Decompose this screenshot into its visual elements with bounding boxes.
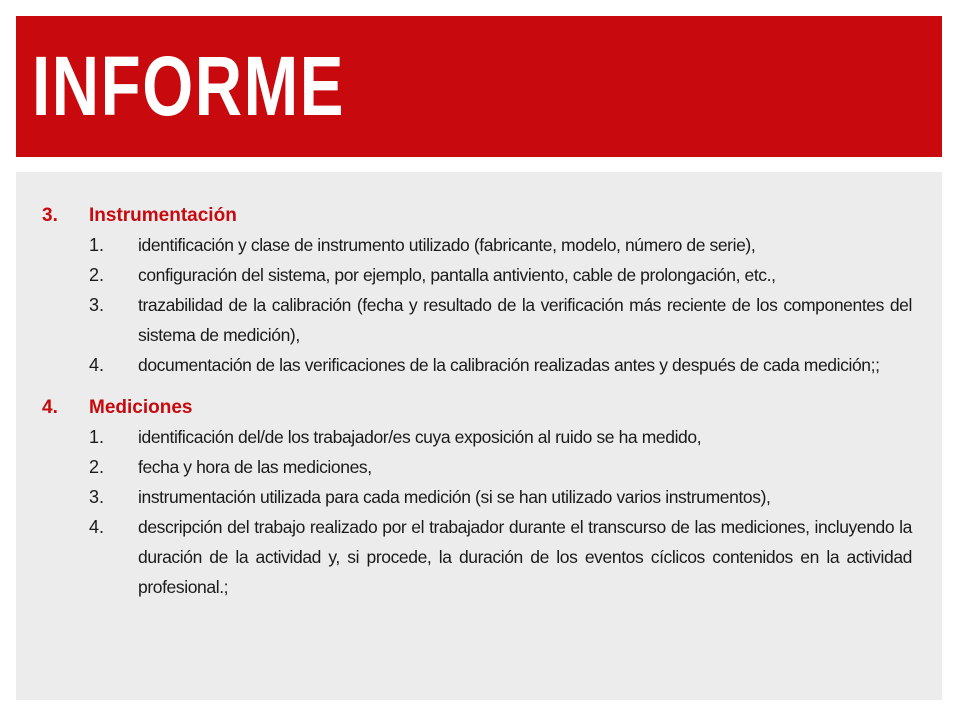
section-instrumentacion <box>42 202 912 380</box>
item-number: 2. <box>89 457 105 477</box>
item-text: identificación del/de los trabajador/es cuya exposición al ruido se ha medido, <box>138 427 702 447</box>
section-title: Mediciones <box>89 397 193 418</box>
item-text: descripción del trabajo realizado por el trabajador durante el transcurso de las mediciones, incluyendo la duración de la actividad y, si procede, la duración de los eventos cíclicos contenidos en la actividad profesional.; <box>138 517 912 597</box>
item-number: 3. <box>89 295 105 315</box>
content-list <box>42 202 912 616</box>
item-number: 4. <box>89 355 105 375</box>
content-panel <box>16 172 942 700</box>
item-text: configuración del sistema, por ejemplo, pantalla antiviento, cable de prolongación, etc., <box>138 265 776 285</box>
section-mediciones <box>42 394 912 602</box>
list-item <box>89 230 912 260</box>
list-item <box>89 260 912 290</box>
list-item <box>89 452 912 482</box>
item-text: identificación y clase de instrumento utilizado (fabricante, modelo, número de serie), <box>138 235 756 255</box>
item-number: 4. <box>89 517 105 537</box>
title-banner <box>16 16 942 157</box>
section-title: Instrumentación <box>89 205 237 226</box>
item-number: 1. <box>89 427 105 447</box>
list-item <box>89 512 912 602</box>
item-text: trazabilidad de la calibración (fecha y resultado de la verificación más reciente de los componentes del sistema de medición), <box>138 295 912 345</box>
item-text: documentación de las verificaciones de la calibración realizadas antes y después de cada medición;; <box>138 355 880 375</box>
item-number: 2. <box>89 265 105 285</box>
list-item <box>89 290 912 350</box>
item-number: 1. <box>89 235 105 255</box>
section-heading <box>42 202 912 230</box>
item-text: instrumentación utilizada para cada medición (si se han utilizado varios instrumentos), <box>138 487 771 507</box>
section-number: 3. <box>42 205 58 226</box>
list-item <box>89 350 912 380</box>
list-item <box>89 482 912 512</box>
page-title: INFORME <box>32 39 346 133</box>
section-heading <box>42 394 912 422</box>
section-number: 4. <box>42 397 58 418</box>
item-text: fecha y hora de las mediciones, <box>138 457 372 477</box>
item-number: 3. <box>89 487 105 507</box>
list-item <box>89 422 912 452</box>
